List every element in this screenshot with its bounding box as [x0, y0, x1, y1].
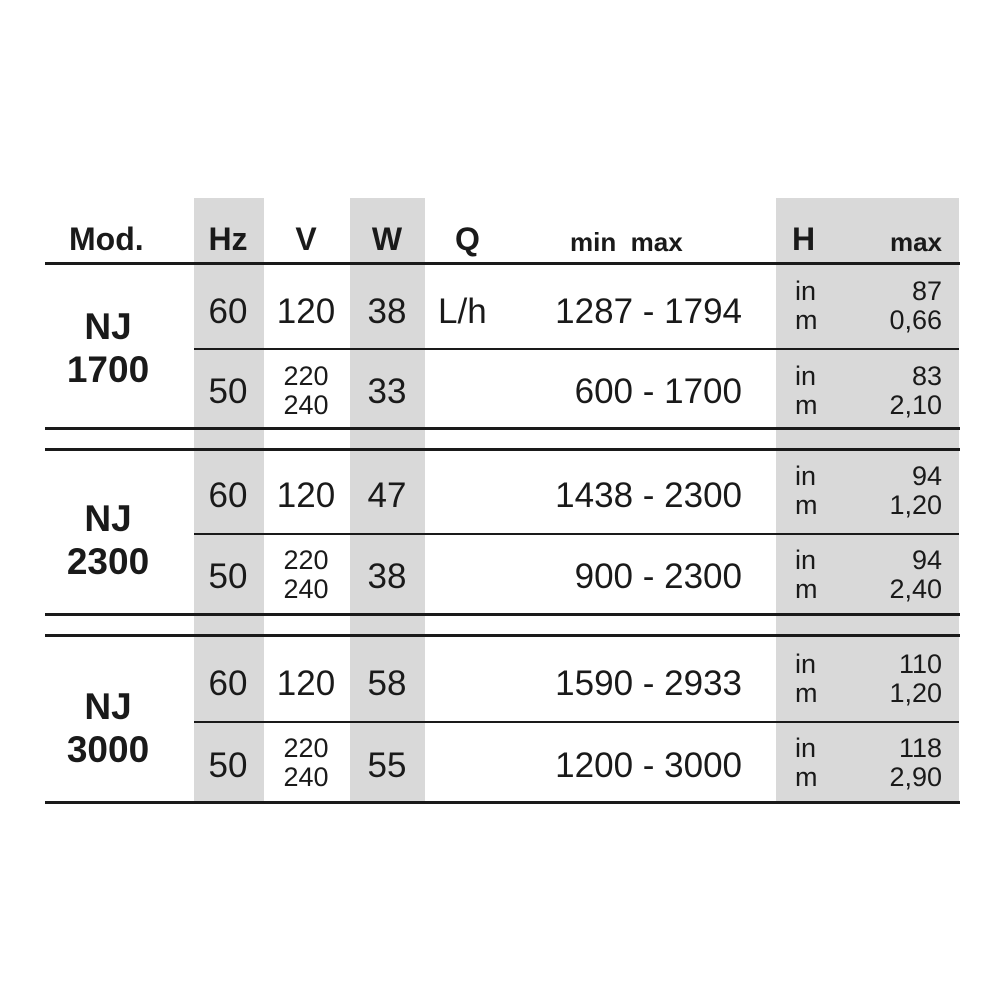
- hz-value: 50: [208, 372, 248, 411]
- watt-value: 38: [367, 292, 407, 331]
- model-series: NJ: [84, 498, 132, 539]
- head-max-values: [889, 734, 942, 792]
- head-max-m: 2,90: [889, 762, 942, 792]
- group-divider: [45, 613, 960, 616]
- head-units: [795, 734, 818, 792]
- head-units: [795, 277, 818, 335]
- header-model: Mod.: [69, 221, 144, 257]
- watt-value: 33: [367, 372, 407, 411]
- voltage-high: 240: [283, 390, 329, 420]
- header-h: H: [792, 221, 816, 257]
- flow-range: 1590 - 2933: [555, 664, 742, 703]
- head-max-values: [889, 277, 942, 335]
- voltage-low: 220: [283, 733, 329, 763]
- group-divider: [45, 634, 960, 637]
- flow-range: 1287 - 1794: [555, 292, 742, 331]
- head-unit-in: in: [795, 361, 817, 391]
- hz-value: 50: [208, 746, 248, 785]
- row-divider: [194, 348, 959, 350]
- head-unit-in: in: [795, 545, 817, 575]
- head-unit-m: m: [795, 490, 818, 520]
- model-number: 1700: [66, 349, 150, 390]
- row-divider: [194, 533, 959, 535]
- header-v: V: [295, 221, 317, 257]
- head-unit-in: in: [795, 461, 817, 491]
- head-unit-in: in: [795, 276, 817, 306]
- head-unit-in: in: [795, 733, 817, 763]
- head-unit-in: in: [795, 649, 817, 679]
- flow-range: 600 - 1700: [574, 372, 742, 411]
- model-name: [33, 685, 183, 771]
- flow-range: 900 - 2300: [574, 557, 742, 596]
- voltage-values: [270, 546, 342, 604]
- head-max-in: 94: [911, 545, 942, 575]
- voltage-high: 240: [283, 762, 329, 792]
- table-bottom-rule: [45, 801, 960, 804]
- model-series: NJ: [84, 686, 132, 727]
- head-max-m: 1,20: [889, 490, 942, 520]
- head-max-m: 1,20: [889, 678, 942, 708]
- model-name: [33, 305, 183, 391]
- head-units: [795, 362, 818, 420]
- head-max-m: 2,10: [889, 390, 942, 420]
- voltage-values: [270, 362, 342, 420]
- head-unit-m: m: [795, 762, 818, 792]
- head-max-m: 2,40: [889, 574, 942, 604]
- hz-value: 60: [208, 476, 248, 515]
- header-w: W: [371, 221, 403, 257]
- head-max-in: 83: [911, 361, 942, 391]
- flow-range: 1200 - 3000: [555, 746, 742, 785]
- header-h-max: max: [889, 227, 942, 257]
- flow-unit: L/h: [438, 292, 487, 331]
- group-divider: [45, 427, 960, 430]
- flow-range: 1438 - 2300: [555, 476, 742, 515]
- row-divider: [194, 721, 959, 723]
- watt-value: 47: [367, 476, 407, 515]
- voltage-low: 220: [283, 545, 329, 575]
- head-max-m: 0,66: [889, 305, 942, 335]
- head-unit-m: m: [795, 574, 818, 604]
- head-max-values: [889, 362, 942, 420]
- voltage-value: 120: [276, 476, 336, 515]
- voltage-high: 240: [283, 574, 329, 604]
- head-max-values: [889, 546, 942, 604]
- voltage-value: 120: [276, 292, 336, 331]
- head-max-values: [889, 462, 942, 520]
- hz-value: 50: [208, 557, 248, 596]
- head-max-in: 118: [898, 733, 942, 763]
- head-unit-m: m: [795, 390, 818, 420]
- header-divider: [45, 262, 960, 265]
- head-unit-m: m: [795, 305, 818, 335]
- watt-value: 58: [367, 664, 407, 703]
- head-max-in: 87: [911, 276, 942, 306]
- model-name: [33, 497, 183, 583]
- watt-value: 38: [367, 557, 407, 596]
- header-q-range: min max: [570, 227, 683, 257]
- header-q: Q: [455, 221, 480, 257]
- model-number: 3000: [66, 729, 150, 770]
- voltage-values: [270, 734, 342, 792]
- hz-value: 60: [208, 292, 248, 331]
- head-units: [795, 650, 818, 708]
- model-series: NJ: [84, 306, 132, 347]
- model-number: 2300: [66, 541, 150, 582]
- voltage-value: 120: [276, 664, 336, 703]
- hz-value: 60: [208, 664, 248, 703]
- head-max-values: [889, 650, 942, 708]
- head-max-in: 110: [898, 649, 942, 679]
- voltage-low: 220: [283, 361, 329, 391]
- head-max-in: 94: [911, 461, 942, 491]
- head-units: [795, 546, 818, 604]
- head-units: [795, 462, 818, 520]
- watt-value: 55: [367, 746, 407, 785]
- header-hz: Hz: [208, 221, 248, 257]
- head-unit-m: m: [795, 678, 818, 708]
- group-divider: [45, 448, 960, 451]
